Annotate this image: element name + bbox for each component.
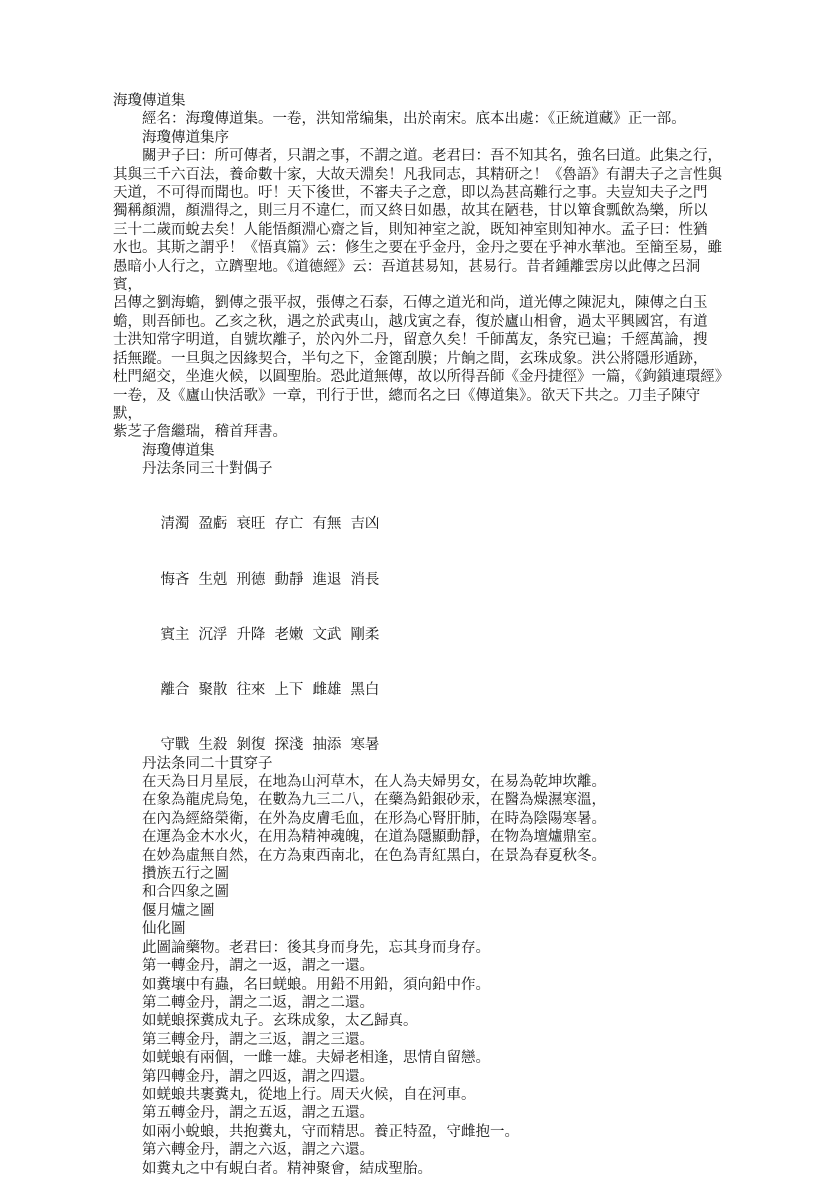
- pairs-table: [113, 479, 728, 755]
- pair-cell: 雌雄: [312, 682, 342, 698]
- preface-title: 海瓊傳道集序: [142, 129, 229, 146]
- preface-text-line: 獨稱顏淵，顏淵得之，則三月不違仁，而又終日如愚，故其在陋巷，甘以簞食瓢飲為樂，所以: [113, 203, 708, 220]
- pair-cell: 生剋: [198, 571, 228, 588]
- pair-cell: 剛柔: [350, 626, 380, 643]
- pair-cell: 往來: [236, 682, 266, 698]
- alchemy-text-line: 如糞丸之中有蜆白者。精神聚會，結成聖胎。: [142, 1160, 432, 1177]
- pair-cell: 有無: [312, 516, 342, 533]
- alchemy-text-line: 第四轉金丹，謂之四返，謂之四還。: [142, 1068, 374, 1085]
- preface-paragraph: [113, 166, 728, 442]
- pair-cell: 悔吝: [160, 571, 190, 588]
- alchemy-text-line: 如兩小蛻蜋，共抱糞丸，守而精思。養正特盈，守雌抱一。: [142, 1123, 519, 1140]
- pair-cell: 刑德: [236, 571, 266, 588]
- preface-text-line: 括無蹤。一旦與之因緣契合，半句之下，金篦刮膜；片餉之間，玄珠成象。洪公將隱形遁跡，: [113, 350, 708, 367]
- alchemy-text-line: 如糞壤中有蟲，名曰蜣蜋。用鉛不用鉛，須向鉛中作。: [142, 976, 490, 993]
- alchemy-text-line: 第一轉金丹，謂之一返，謂之一還。: [142, 958, 374, 975]
- pair-cell: 離合: [160, 682, 190, 698]
- preface-text-line: 一卷，及《廬山快活歌》一章，刊行于世，總而名之曰《傳道集》。欲天下共之。刀圭子陳守默，: [113, 387, 701, 422]
- diagram-title-list: [113, 865, 728, 939]
- pair-cell: 上下: [274, 682, 304, 698]
- threads-text-line: 在妙為虛無自然，在方為東西南北，在色為青紅黑白，在景為春夏秋冬。: [142, 847, 606, 864]
- threads-text-line: 在運為金木水火，在用為精神魂魄，在道為隱顯動靜，在物為壇爐鼎室。: [142, 829, 606, 846]
- alchemy-section: [113, 957, 728, 1178]
- pairs-table-row: [113, 479, 728, 534]
- pairs-heading: 丹法条同三十對偶子: [142, 461, 273, 478]
- alchemy-text-line: 第二轉金丹，謂之二返，謂之二還。: [142, 994, 374, 1011]
- pair-cell: 探淺: [274, 737, 304, 754]
- diagram-title-line: 和合四象之圖: [142, 884, 229, 901]
- pair-cell: 生殺: [198, 737, 228, 754]
- pairs-table-row: [113, 589, 728, 644]
- pair-cell: 黑白: [350, 682, 380, 698]
- pairs-table-row: [113, 534, 728, 589]
- preface-text-line: 天道，不可得而聞也。吁！天下後世，不審夫子之意，即以為甚高難行之事。夫豈知夫子之門: [113, 185, 708, 202]
- preface-text-line: 呂傳之劉海蟾，劉傳之張平叔，張傳之石泰，石傳之道光和尚，道光傳之陳泥丸，陳傳之白玉: [113, 295, 708, 312]
- alchemy-text-line: 如蜣蜋共裹糞丸，從地上行。周天火候，自在河車。: [142, 1086, 476, 1103]
- preface-text-line: 水也。其斯之謂乎！《悟真篇》云：修生之要在乎金丹，金丹之要在乎神水華池。至簡至易，雖: [113, 240, 722, 257]
- pair-cell: 進退: [312, 571, 342, 588]
- alchemy-text-line: 第五轉金丹，謂之五返，謂之五還。: [142, 1105, 374, 1122]
- pairs-table-row: [113, 644, 728, 699]
- threads-text-line: 在內為經絡榮衛，在外為皮膚毛血，在形為心腎肝肺，在時為陰陽寒暑。: [142, 810, 606, 827]
- pairs-table-row: [113, 699, 728, 754]
- pair-cell: 消長: [350, 571, 380, 588]
- preface-first-line: 關尹子曰：所可傳者，只謂之事，不謂之道。老君曰：吾不知其名，強名曰道。此集之行，: [142, 148, 722, 165]
- pair-cell: 動靜: [274, 571, 304, 588]
- pair-cell: 守戰: [160, 737, 190, 754]
- alchemy-text-line: 如蜣蜋探糞成丸子。玄珠成象，太乙歸真。: [142, 1013, 418, 1030]
- document-title: 海瓊傳道集: [113, 93, 186, 109]
- threads-heading: 丹法条同二十貫穿子: [142, 755, 273, 772]
- pair-cell: 寒暑: [350, 737, 380, 754]
- pair-cell: 衰旺: [236, 516, 266, 533]
- pair-cell: 抽添: [312, 737, 342, 754]
- diagram-note: 此圖論藥物。老君曰：後其身而身先，忘其身而身存。: [142, 939, 490, 956]
- diagram-title-line: 偃月爐之圖: [142, 902, 215, 919]
- pair-cell: 清濁: [160, 516, 190, 533]
- pair-cell: 升降: [236, 626, 266, 643]
- pair-cell: 文武: [312, 626, 342, 643]
- pair-cell: 存亡: [274, 516, 304, 533]
- preface-text-line: 其與三千六百法，養命數十家，大故天淵矣！凡我同志，其精研之！《魯語》有謂夫子之言性與: [113, 166, 722, 183]
- alchemy-text-line: 第六轉金丹，謂之六返，謂之六還。: [142, 1142, 374, 1159]
- preface-text-line: 三十二歲而蛻去矣！人能悟顏淵心齋之旨，則知神室之說，既知神室則知神水。孟子曰：性猶: [113, 221, 708, 238]
- preface-text-line: 蟾，則吾師也。乙亥之秋，遇之於武夷山，越戊寅之春，復於廬山相會，過太平興國宮，有道: [113, 313, 708, 330]
- meta-line: 經名：海瓊傳道集。一卷，洪知常编集，出於南宋。底本出處：《正統道藏》正一部。: [142, 111, 686, 128]
- pair-cell: 剝復: [236, 737, 266, 754]
- preface-text-line: 紫芝子詹繼瑞，稽首拜書。: [113, 424, 287, 441]
- diagram-title-line: 仙化圖: [142, 921, 186, 938]
- pair-cell: 老嫩: [274, 626, 304, 643]
- preface-text-line: 愚暗小人行之，立躋聖地。《道德經》云：吾道甚易知，甚易行。昔者鍾離雲房以此傳之呂洞賓，: [113, 258, 701, 294]
- alchemy-text-line: 第三轉金丹，謂之三返，謂之三還。: [142, 1031, 374, 1048]
- preface-text-line: 士洪知常字明道，自號坎離子，於內外二丹，留意久矣！千師萬友，条究已遍；千經萬論，搜: [113, 332, 708, 349]
- pair-cell: 沉浮: [198, 626, 228, 643]
- pair-cell: 盈虧: [198, 516, 228, 533]
- pair-cell: 聚散: [198, 682, 228, 698]
- pair-cell: 賓主: [160, 626, 190, 643]
- pair-cell: 吉凶: [350, 516, 380, 533]
- alchemy-text-line: 如蜣蜋有兩個，一雌一雄。夫婦老相逢，思情自留戀。: [142, 1050, 490, 1067]
- preface-text-line: 杜門絕交，坐進火候，以圓聖胎。恐此道無傳，故以所得吾師《金丹捷徑》一篇，《鉤鎖連環經》: [113, 369, 730, 386]
- threads-paragraph: [113, 773, 728, 865]
- threads-text-line: 在天為日月星辰，在地為山河草木，在人為夫婦男女，在易為乾坤坎離。: [142, 774, 606, 791]
- diagram-title-line: 攢族五行之圖: [142, 866, 229, 883]
- section-title: 海瓊傳道集: [142, 442, 215, 459]
- threads-text-line: 在象為龍虎烏兔，在數為九三二八，在藥為鉛銀砂汞，在醫為燥濕寒溫，: [142, 792, 606, 809]
